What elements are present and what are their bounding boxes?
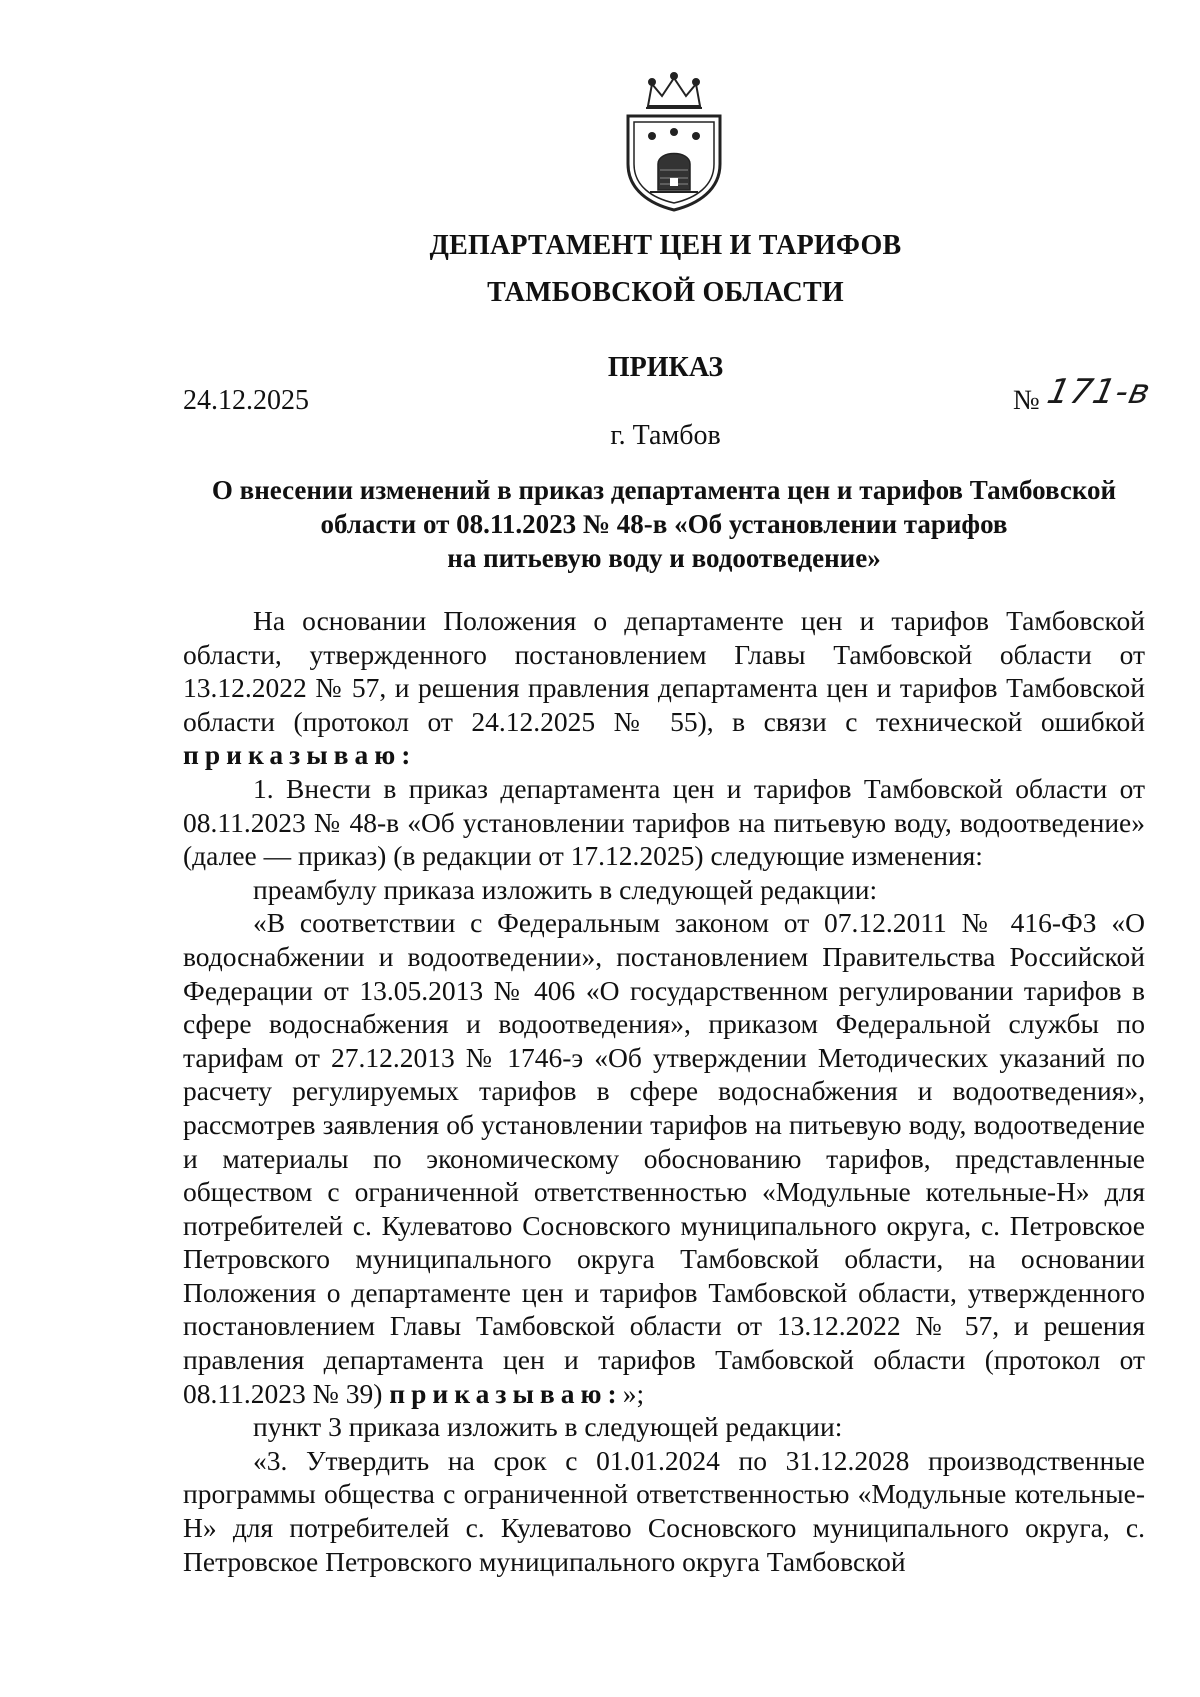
preamble-text: «В соответствии с Федеральным законом от 07.12.2011 № 416-ФЗ «О водоснабжении и водоотведении», постановлением Правительства Российской Федерации от 13.05.2013 № 406 «О государственном регулировании тарифов в сфере водоснабжения и водоотведения», приказом Федеральной службы по тарифам от 27.12.2013 № 1746-э «Об утверждении Методических указаний по расчету регулируемых тарифов в сфере водоснабжения и водоотведения», рассмотрев заявления об установлении тарифов на питьевую воду, водоотведение и материалы по экономическому обоснованию тарифов, представленные обществом с ограниченной ответственностью «Модульные котельные-Н» для потребителей с. Кулеватово Сосновского муниципального округа, с. Петровское Петровского муниципального округа Тамбовской области, на основании Положения о департаменте цен и тарифов Тамбовской области, утвержденного постановлением Главы Тамбовской области от 13.12.2022 № 57, и решения правления департамента цен и тарифов Тамбовской области (протокол от 08.11.2023 № 39) <box>183 907 1145 1409</box>
paragraph-item-1: 1. Внести в приказ департамента цен и тарифов Тамбовской области от 08.11.2023 № 48-в «Об установлении тарифов на питьевую воду, водоотведение» (далее — приказ) (в редакции от 17.12.2025) следующие изменения: <box>183 772 1145 872</box>
order-number-sign: № <box>1013 385 1040 416</box>
paragraph-basis <box>183 604 1145 772</box>
order-word: приказываю: <box>389 1377 623 1409</box>
paragraph-point3-text: «3. Утвердить на срок с 01.01.2024 по 31.12.2028 производственные программы общества с ограниченной ответственностью «Модульные котельные-Н» для потребителей с. Кулеватово Сосновского муниципального округа, с. Петровское Петровского муниципального округа Тамбовской <box>183 1444 1145 1577</box>
order-number-handwritten: 171-в <box>1043 372 1155 412</box>
order-city: г. Тамбов <box>610 420 721 451</box>
department-name-line1: ДЕПАРТАМЕНТ ЦЕН И ТАРИФОВ <box>429 230 902 261</box>
order-date: 24.12.2025 <box>183 385 309 416</box>
order-word: приказываю: <box>183 739 417 771</box>
preamble-tail: »; <box>622 1377 645 1409</box>
order-body <box>183 604 1145 1578</box>
paragraph-basis-text: На основании Положения о департаменте цен и тарифов Тамбовской области, утвержденного постановлением Главы Тамбовской области от 13.12.2022 № 57, и решения правления департамента цен и тарифов Тамбовской области (протокол от 24.12.2025 № 55), в связи с технической ошибкой <box>183 605 1145 737</box>
order-subject <box>183 473 1145 575</box>
order-title: ПРИКАЗ <box>607 352 724 383</box>
subject-line: области от 08.11.2023 № 48-в «Об установлении тарифов <box>320 509 1008 539</box>
coat-of-arms-emblem <box>618 72 730 212</box>
subject-line: О внесении изменений в приказ департамента цен и тарифов Тамбовской <box>211 475 1117 505</box>
paragraph-point3-intro: пункт 3 приказа изложить в следующей редакции: <box>253 1411 843 1443</box>
department-name-line2: ТАМБОВСКОЙ ОБЛАСТИ <box>487 277 844 308</box>
subject-line: на питьевую воду и водоотведение» <box>447 543 881 573</box>
paragraph-preamble-text <box>183 906 1145 1410</box>
paragraph-preamble-intro: преамбулу приказа изложить в следующей редакции: <box>253 873 878 905</box>
